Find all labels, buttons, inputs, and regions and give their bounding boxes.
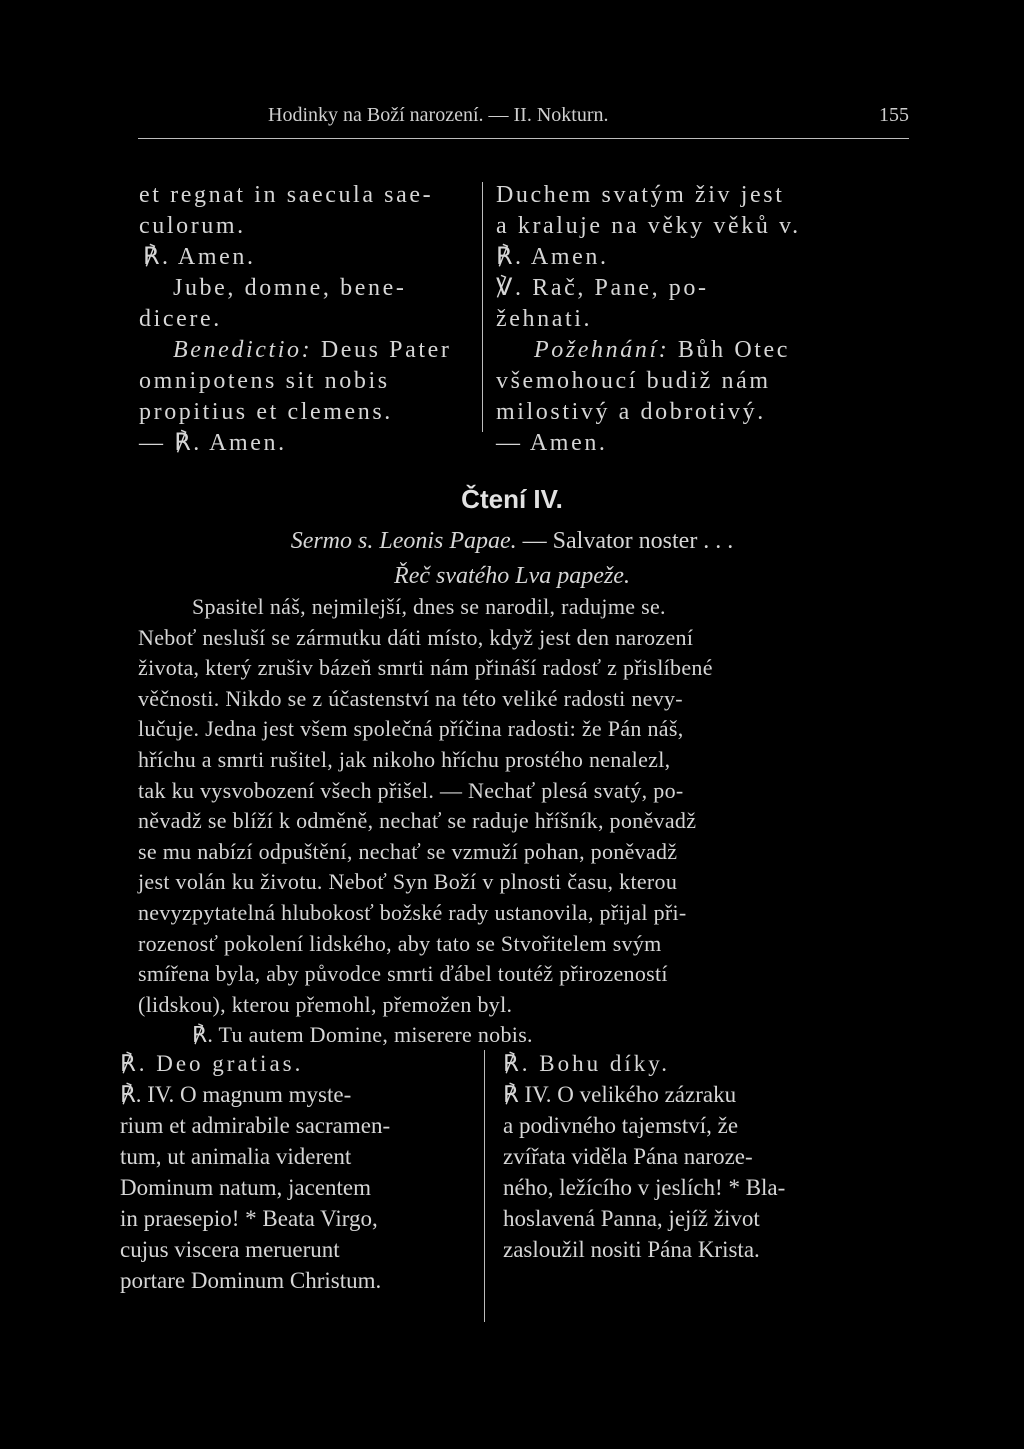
reading-body [138, 592, 866, 1051]
text-line: života, který zrušiv bázeň smrti nám přináší radosť z přislíbené [138, 655, 713, 681]
text-line: a podivného tajemství, že [503, 1113, 739, 1138]
text-line: — Amen. [496, 430, 608, 456]
text-line: věčnosti. Nikdo se z účastenství na této veliké radosti nevy- [138, 685, 683, 711]
text-line: zasloužil nositi Pána Krista. [503, 1237, 760, 1262]
text-line: culorum. [139, 213, 246, 239]
text-line: ℟. Amen. [143, 244, 256, 270]
response-line: ℟. Tu autem Domine, miserere nobis. [192, 1022, 533, 1048]
benedictio-text: Deus Pater [312, 337, 452, 363]
running-header [138, 104, 909, 127]
text-line: dicere. [139, 306, 222, 332]
header-rule [138, 138, 909, 139]
text-line: rozenosť pokolení lidského, aby tato se Stvořitelem svým [138, 930, 662, 956]
text-line: hříchu a smrti rušitel, jak nikoho hříchu prostého nenalezl, [138, 746, 671, 772]
sermo-latin: Sermo s. Leonis Papae. [290, 528, 517, 554]
text-line: ného, ležícího v jeslích! * Bla- [503, 1175, 786, 1200]
text-line: ℟. Deo gratias. [120, 1051, 304, 1076]
text-line: Spasitel náš, nejmilejší, dnes se narodil, radujme se. [192, 594, 666, 619]
text-line: ℟. Bohu díky. [503, 1051, 670, 1076]
text-line: tum, ut animalia viderent [120, 1144, 352, 1169]
text-line: se mu nabízí odpuštění, nechať se vzmuží pohan, poněvadž [138, 838, 678, 864]
czech-column-bottom [503, 1048, 873, 1265]
text-line: milostivý a dobrotivý. [496, 399, 766, 425]
benedictio-line [139, 335, 469, 366]
text-line: in praesepio! * Beata Virgo, [120, 1206, 378, 1231]
header-title: Hodinky na Boží narození. — II. Nokturn. [268, 104, 609, 126]
sermo-line [0, 528, 1024, 555]
text-line: et regnat in saecula sae- [139, 182, 434, 208]
text-line: (lidskou), kterou přemohl, přemožen byl. [138, 991, 513, 1017]
text-line: ℟. Amen. [496, 244, 609, 270]
column-divider-bottom [484, 1050, 485, 1322]
text-line: hoslavená Panna, jejíž život [503, 1206, 760, 1231]
text-line: ℣. Rač, Pane, po- [496, 275, 709, 301]
text-line: rium et admirabile sacramen- [120, 1113, 391, 1138]
text-line: portare Dominum Christum. [120, 1268, 382, 1293]
text-line: Neboť nesluší se zármutku dáti místo, když jest den narození [138, 624, 694, 650]
pozehnani-text: Bůh Otec [669, 337, 791, 363]
text-line: zvířata viděla Pána naroze- [503, 1144, 753, 1169]
text-line: něvadž se blíží k odměně, nechať se raduje hříšník, poněvadž [138, 808, 697, 834]
sermo-czech: Řeč svatého Lva papeže. [394, 563, 630, 589]
latin-column-top [139, 180, 469, 459]
text-line: ℟ IV. O velikého zázraku [503, 1082, 737, 1107]
text-line: tak ku vysvobození všech přišel. — Nechať plesá svatý, po- [138, 777, 684, 803]
section-heading: Čtení IV. [461, 484, 563, 514]
text-line: žehnati. [496, 306, 593, 332]
benedictio-label: Benedictio: [173, 337, 313, 363]
latin-column-bottom [120, 1048, 475, 1296]
text-line: — ℟. Amen. [139, 430, 287, 456]
text-line: nevyzpytatelná hlubokosť božské rady ustanovila, přijal při- [138, 899, 687, 925]
text-line: propitius et clemens. [139, 399, 393, 425]
text-line: smířena byla, aby původce smrti ďábel toutéž přirozeností [138, 961, 668, 987]
czech-column-top [496, 180, 866, 459]
text-line: Dominum natum, jacentem [120, 1175, 372, 1200]
sermo-incipit: — Salvator noster . . . [516, 528, 734, 554]
text-line: cujus viscera meruerunt [120, 1237, 340, 1262]
text-line: omnipotens sit nobis [139, 368, 390, 394]
text-line: všemohoucí budiž nám [496, 368, 771, 394]
text-line: jest volán ku životu. Neboť Syn Boží v plnosti času, kterou [138, 869, 678, 895]
text-line: a kraluje na věky věků v. [496, 213, 801, 239]
text-line: lučuje. Jedna jest všem společná příčina radosti: že Pán náš, [138, 716, 684, 742]
column-divider-top [482, 182, 483, 432]
text-line: ℟. IV. O magnum myste- [120, 1082, 352, 1107]
pozehnani-label: Požehnání: [534, 337, 670, 363]
page-number: 155 [879, 104, 909, 126]
text-line: Duchem svatým živ jest [496, 182, 785, 208]
pozehnani-line [496, 335, 866, 366]
text-line: Jube, domne, bene- [173, 275, 407, 301]
